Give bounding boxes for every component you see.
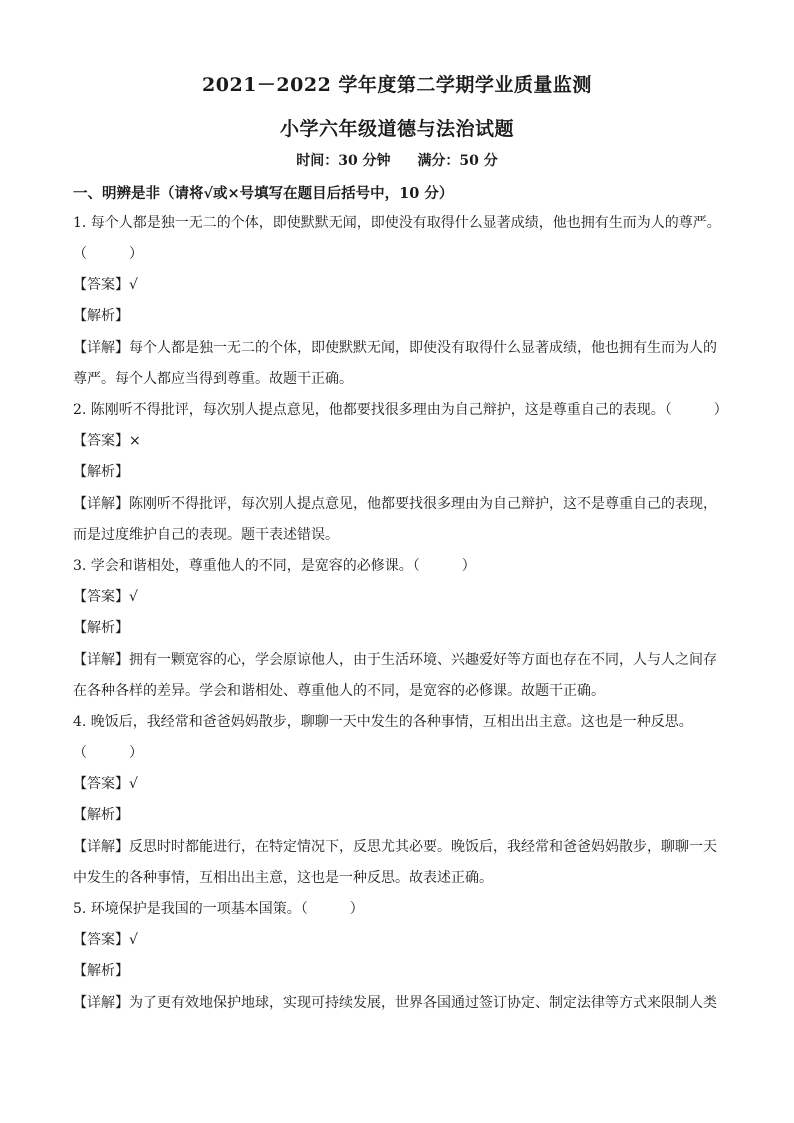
question-5-analysis: 【解析】 <box>73 963 129 979</box>
question-4-detail-2: 中发生的各种事情，互相出出主意，这也是一种反思。故表述正确。 <box>73 870 493 886</box>
question-5-detail-1: 【详解】为了更有效地保护地球，实现可持续发展，世界各国通过签订协定、制定法律等方式来限制人类 <box>73 995 717 1011</box>
question-5-text: 5. 环境保护是我国的一项基本国策。（ ） <box>73 901 364 917</box>
question-5-answer: 【答案】√ <box>73 932 138 948</box>
question-3-answer: 【答案】√ <box>73 589 138 605</box>
exam-meta <box>0 150 794 170</box>
exam-score: 满分：50 分 <box>417 153 498 169</box>
question-4-blank: （ ） <box>73 745 143 761</box>
question-3-detail-2: 在各种各样的差异。学会和谐相处、尊重他人的不同，是宽容的必修课。故题干正确。 <box>73 683 605 699</box>
exam-time: 时间：30 分钟 <box>296 153 391 169</box>
question-1-detail-2: 尊严。每个人都应当得到尊重。故题干正确。 <box>73 371 353 387</box>
question-3-text: 3. 学会和谐相处，尊重他人的不同，是宽容的必修课。（ ） <box>73 558 476 574</box>
question-1-answer: 【答案】√ <box>73 277 138 293</box>
question-1-blank: （ ） <box>73 246 143 262</box>
question-2-text: 2. 陈刚听不得批评，每次别人提点意见，他都要找很多理由为自己辩护，这是尊重自己的表现。（ ） <box>73 402 728 418</box>
question-2-detail-2: 而是过度维护自己的表现。题干表述错误。 <box>73 527 339 543</box>
question-4-detail-1: 【详解】反思时时都能进行，在特定情况下，反思尤其必要。晚饭后，我经常和爸爸妈妈散步，聊聊一天 <box>73 839 717 855</box>
question-3-detail-1: 【详解】拥有一颗宽容的心，学会原谅他人，由于生活环境、兴趣爱好等方面也存在不同，人与人之间存 <box>73 652 717 668</box>
question-1-detail-1: 【详解】每个人都是独一无二的个体，即使默默无闻，即使没有取得什么显著成绩，他也拥有生而为人的 <box>73 340 717 356</box>
exam-title: 2021－2022 学年度第二学期学业质量监测 <box>202 74 592 96</box>
question-2-answer: 【答案】× <box>73 433 141 449</box>
question-4-text: 4. 晚饭后，我经常和爸爸妈妈散步，聊聊一天中发生的各种事情，互相出出主意。这也是一种反思。 <box>73 714 693 730</box>
question-1-text: 1. 每个人都是独一无二的个体，即使默默无闻，即使没有取得什么显著成绩，他也拥有生而为人的尊严。 <box>73 215 721 231</box>
question-4-answer: 【答案】√ <box>73 776 138 792</box>
question-2-detail-1: 【详解】陈刚听不得批评，每次别人提点意见，他都要找很多理由为自己辩护，这不是尊重自己的表现， <box>73 496 717 512</box>
question-4-analysis: 【解析】 <box>73 807 129 823</box>
question-3-analysis: 【解析】 <box>73 620 129 636</box>
section-heading: 一、明辨是非（请将√或×号填写在题目后括号中，10 分） <box>73 185 454 202</box>
question-1-analysis: 【解析】 <box>73 308 129 324</box>
exam-subtitle: 小学六年级道德与法治试题 <box>279 118 514 140</box>
question-2-analysis: 【解析】 <box>73 464 129 480</box>
